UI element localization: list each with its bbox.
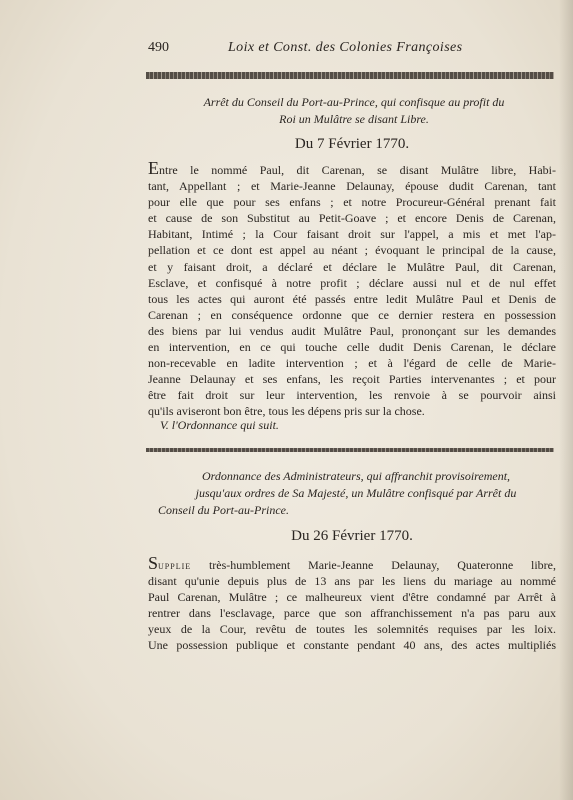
middle-ornamental-rule — [146, 448, 554, 452]
section2-body — [148, 555, 556, 654]
section1-title-line-1: Arrêt du Conseil du Port-au-Prince, qui confisque au profit du — [203, 95, 505, 109]
lead-word: upplie — [158, 558, 192, 572]
dropcap-e: E — [148, 158, 159, 178]
section2-title-line-3: Conseil du Port-au-Prince. — [158, 503, 289, 517]
page-number: 490 — [148, 40, 169, 55]
body-line: pellation et ce dont est appel au néant ; évoquant le principal de la cause, — [148, 243, 556, 258]
body-line: en intervention, en ce qui touche celle dudit Denis Carenan, le déclare — [148, 340, 556, 355]
body-line: Habitant, Intimé ; la Cour faisant droit sur l'appel, a mis et met l'ap- — [148, 227, 556, 242]
section2-title-line-2: jusqu'aux ordres de Sa Majesté, un Mulâtre confisqué par Arrêt du — [195, 486, 517, 500]
section2-title-line-1: Ordonnance des Administrateurs, qui affranchit provisoirement, — [201, 469, 511, 483]
section2-date: Du 26 Février 1770. — [291, 528, 413, 544]
page-edge-shadow — [559, 0, 573, 800]
section1-title-line-2: Roi un Mulâtre se disant Libre. — [279, 112, 429, 126]
body-line: être fait droit sur leur intervention, les renvoie à se pourvoir ainsi — [148, 388, 556, 403]
body-line: tous les actes qui auront été passés entre ledit Mulâtre Paul et Denis de — [148, 291, 556, 306]
section1-body-line-1: Entre le nommé Paul, dit Carenan, se disant Mulâtre libre, Habi- — [148, 158, 556, 178]
body-line-last: qu'ils aviseront bon être, tous les dépens pris sur la chose. — [148, 404, 425, 419]
body-line: et cause de son Substitut au Petit-Goave ; et encore Denis de Carenan, — [148, 211, 556, 226]
cross-reference-note: V. l'Ordonnance qui suit. — [160, 418, 279, 432]
body-line: tant, Appellant ; et Marie-Jeanne Delaunay, épouse dudit Carenan, tant — [148, 179, 556, 194]
body-line: disant qu'unie depuis plus de 13 ans par les liens du mariage au nommé — [148, 574, 556, 589]
dropcap-s: S — [148, 553, 159, 573]
section2-title — [148, 468, 562, 519]
body-line: yeux de la Cour, revêtu de toutes les solemnités requises par les loix. — [148, 622, 556, 637]
body-line: Esclave, et confisqué à notre profit ; déclare aussi nul et de nul effet — [148, 275, 556, 290]
body-line: pour elle que pour ses enfans ; et notre Procureur-Général prenant fait — [148, 195, 556, 210]
section2-body-line-1: Supplie très-humblement Marie-Jeanne Delaunay, Quateronne libre, — [148, 553, 556, 573]
top-ornamental-rule — [146, 72, 554, 79]
body-line: Carenan ; en conséquence ordonne que ce dernier restera en possession — [148, 307, 556, 322]
body-line: Paul Carenan, Mulâtre ; ce malheureux vient d'être condamné par Arrêt à — [148, 590, 556, 605]
section1-body — [148, 160, 556, 420]
body-line: non-recevable en ladite intervention ; et à l'égard de celle de Marie- — [148, 356, 556, 371]
section1-date: Du 7 Février 1770. — [294, 136, 410, 152]
body-line: des biens par lui vendus audit Mulâtre Paul, prononçant sur les demandes — [148, 323, 556, 338]
section1-title — [148, 94, 560, 128]
running-title: Loix et Const. des Colonies Françoises — [228, 40, 463, 55]
body-line: Une possession publique et constante pendant 40 ans, des actes multipliés — [148, 638, 556, 653]
body-line: rentrer dans l'esclavage, parce que son affranchissement n'a pas paru aux — [148, 606, 556, 621]
body-line: Jeanne Delaunay et ses enfans, les reçoit Parties intervenantes ; et pour — [148, 372, 556, 387]
body-line: et y faisant droit, a déclaré et déclare le Mulâtre Paul, dit Carenan, — [148, 259, 556, 274]
